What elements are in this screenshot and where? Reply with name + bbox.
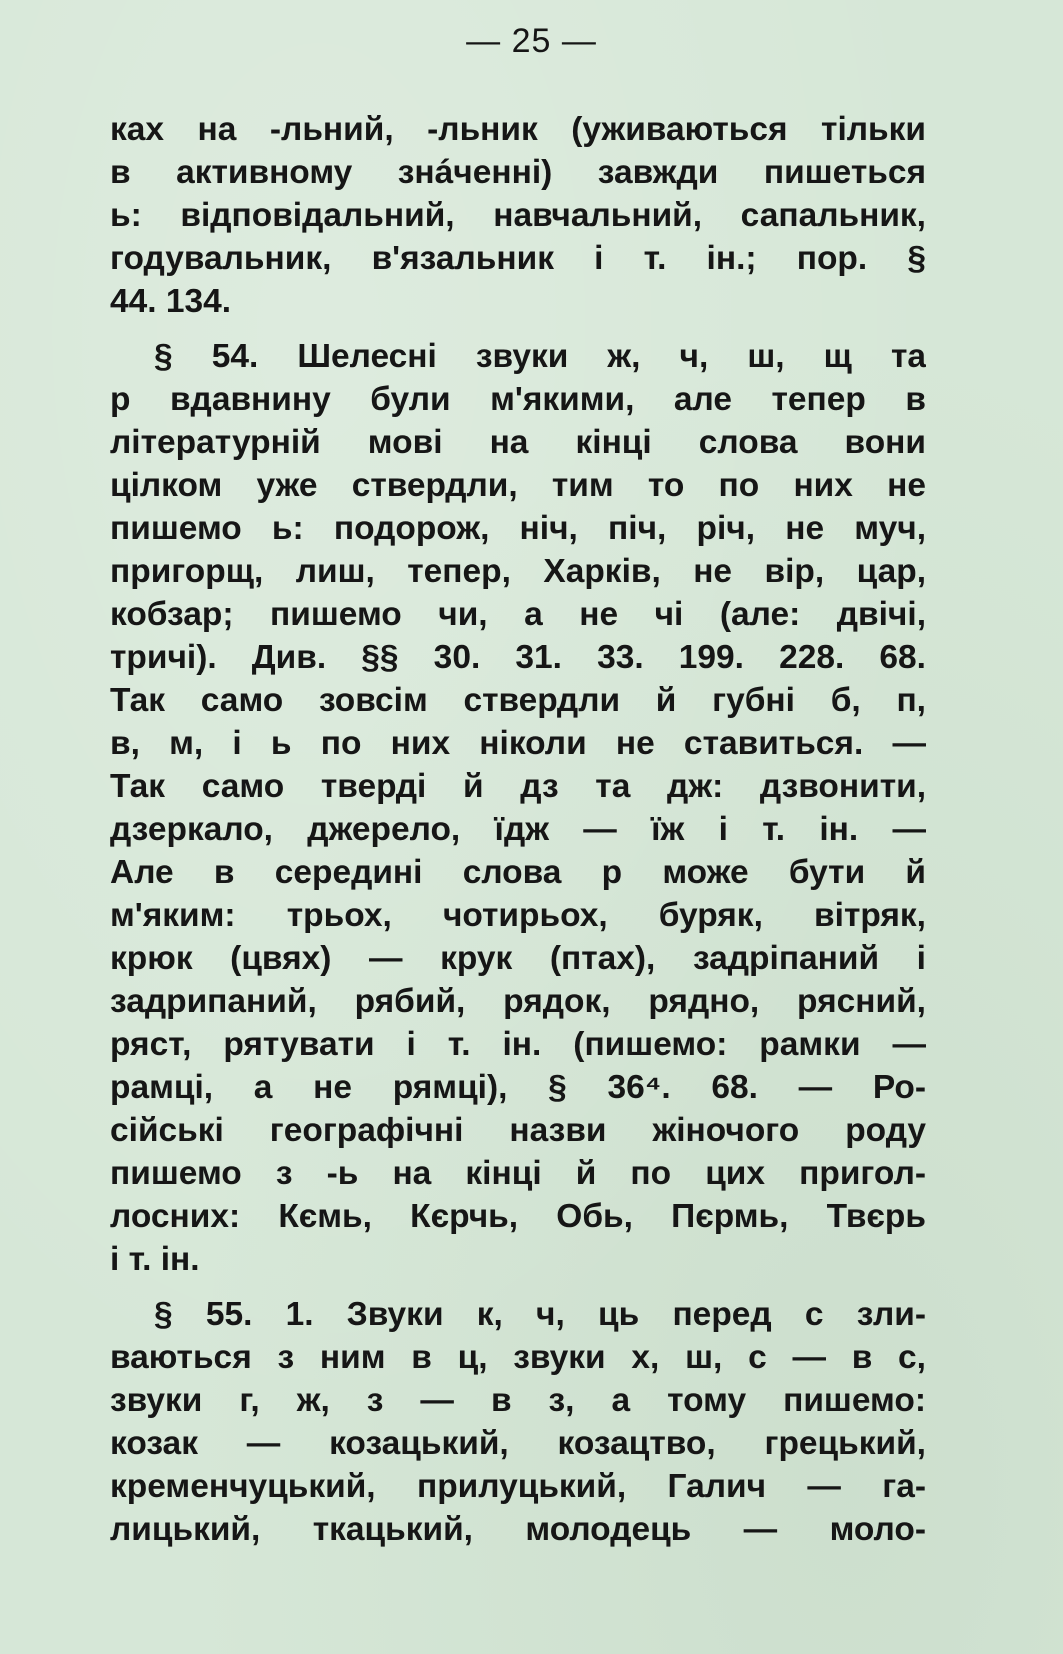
text-line: кобзар; пишемо чи, а не чі (але: двічі, [110, 596, 926, 633]
text-line: § 55. 1. Звуки к, ч, ць перед с зли- [154, 1296, 926, 1333]
text-line: ь: відповідальний, навчальний, сапальник, [110, 197, 926, 234]
text-line: пишемо ь: подорож, ніч, піч, річ, не муч, [110, 510, 926, 547]
text-line: крюк (цвях) — крук (птах), задріпаний і [110, 940, 926, 977]
text-line: рамці, а не рямці), § 36⁴. 68. — Ро- [110, 1069, 926, 1106]
text-line: дзеркало, джерело, їдж — їж і т. ін. — [110, 811, 926, 848]
text-line: тричі). Див. §§ 30. 31. 33. 199. 228. 68. [110, 639, 926, 676]
text-line: Але в середині слова р може бути й [110, 854, 926, 891]
text-line: Так само зовсім ствердли й губні б, п, [110, 682, 926, 719]
text-line: ках на -льний, -льник (уживаються тільки [110, 111, 926, 148]
text-line: ряст, рятувати і т. ін. (пишемо: рамки — [110, 1026, 926, 1063]
text-line: літературній мові на кінці слова вони [110, 424, 926, 461]
text-line: звуки г, ж, з — в з, а тому пишемо: [110, 1382, 926, 1419]
text-line: Так само тверді й дз та дж: дзвонити, [110, 768, 926, 805]
text-line: р вдавнину були м'якими, але тепер в [110, 381, 926, 418]
text-line: пригорщ, лиш, тепер, Харків, не вір, цар, [110, 553, 926, 590]
text-line: в, м, і ь по них ніколи не ставиться. — [110, 725, 926, 762]
text-line: 44. 134. [110, 283, 232, 320]
paragraph-gap [110, 323, 926, 335]
text-line: сійські географічні назви жіночого роду [110, 1112, 926, 1149]
text-line: лосних: Кємь, Кєрчь, Обь, Пєрмь, Твєрь [110, 1198, 926, 1235]
text-line: м'яким: трьох, чотирьох, буряк, вітряк, [110, 897, 926, 934]
text-line: в активному знáченні) завжди пишеться [110, 154, 926, 191]
text-line: ваються з ним в ц, звуки х, ш, с — в с, [110, 1339, 926, 1376]
text-line: цілком уже ствердли, тим то по них не [110, 467, 926, 504]
text-line: задрипаний, рябий, рядок, рядно, рясний, [110, 983, 926, 1020]
body-text [110, 108, 926, 1551]
text-line: лицький, ткацький, молодець — моло- [110, 1511, 926, 1548]
text-line: пишемо з -ь на кінці й по цих пригол- [110, 1155, 926, 1192]
paragraph-gap [110, 1281, 926, 1293]
text-line: § 54. Шелесні звуки ж, ч, ш, щ та [154, 338, 926, 375]
text-line: кременчуцький, прилуцький, Галич — га- [110, 1468, 926, 1505]
text-line: годувальник, в'язальник і т. ін.; пор. § [110, 240, 926, 277]
text-line: і т. ін. [110, 1241, 200, 1278]
page-number: — 25 — [466, 22, 597, 60]
text-line: козак — козацький, козацтво, грецький, [110, 1425, 926, 1462]
